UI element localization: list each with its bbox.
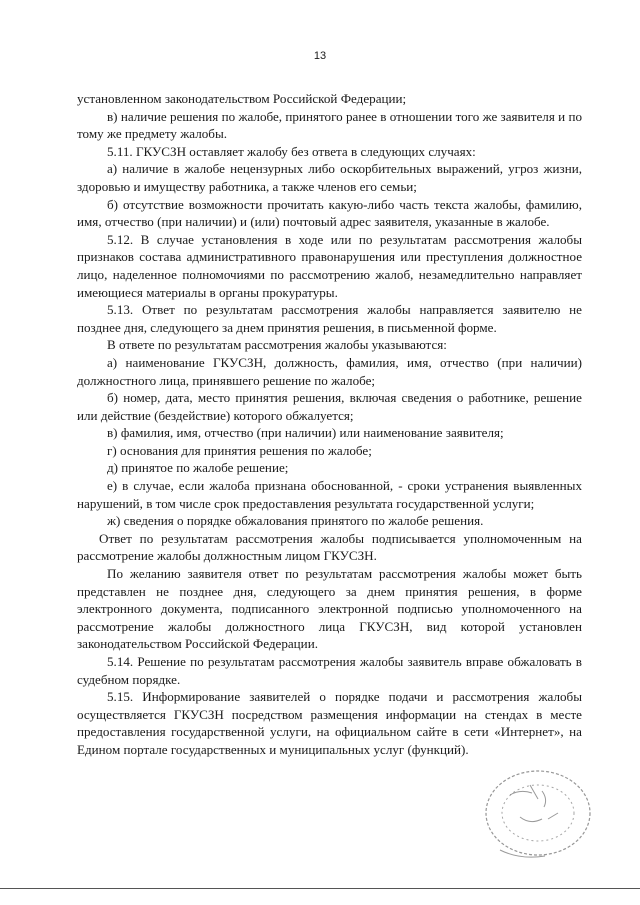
paragraph-13: е) в случае, если жалоба признана обоснованной, - сроки устранения выявленных нарушений, в том числе срок предоставления результата государственной услуги; bbox=[77, 478, 582, 511]
paragraph-6: 5.13. Ответ по результатам рассмотрения жалобы направляется заявителю не позднее дня, следующего за днем принятия решения, в письменной форме. bbox=[77, 302, 582, 335]
page-number: 13 bbox=[313, 50, 327, 62]
paragraph-0: установленном законодательством Российской Федерации; bbox=[77, 91, 407, 106]
paragraph-11: г) основания для принятия решения по жалобе; bbox=[107, 442, 372, 458]
paragraph-8: а) наименование ГКУСЗН, должность, фамилия, имя, отчество (при наличии) должностного лица, принявшего решение по жалобе; bbox=[77, 354, 582, 388]
paragraph-18: 5.15. Информирование заявителей о порядке подачи и рассмотрения жалобы осуществляется ГКУСЗН посредством размещения информации на стендах в месте предоставления государственной услуги, на официальном сайте в сети «Интернет», на Едином портале государственных и муниципальных услуг (функций). bbox=[77, 689, 582, 757]
paragraph-9: б) номер, дата, место принятия решения, включая сведения о работнике, решение или действие (бездействие) которого обжалуется; bbox=[77, 390, 582, 423]
paragraph-15: Ответ по результатам рассмотрения жалобы подписывается уполномоченным на рассмотрение жалобы должностным лицом ГКУСЗН. bbox=[77, 530, 582, 564]
paragraph-3: а) наличие в жалобе нецензурных либо оскорбительных выражений, угроз жизни, здоровью и имуществу работника, а также членов его семьи; bbox=[77, 161, 582, 194]
paragraph-12: д) принятое по жалобе решение; bbox=[107, 460, 289, 476]
bottom-rule bbox=[0, 888, 640, 889]
paragraph-1: в) наличие решения по жалобе, принятого ранее в отношении того же заявителя и по тому же предмету жалобы. bbox=[77, 108, 582, 142]
paragraph-17: 5.14. Решение по результатам рассмотрения жалобы заявитель вправе обжаловать в судебном порядке. bbox=[77, 654, 582, 687]
paragraph-10: в) фамилия, имя, отчество (при наличии) или наименование заявителя; bbox=[107, 425, 504, 441]
paragraph-5: 5.12. В случае установления в ходе или по результатам рассмотрения жалобы признаков состава административного правонарушения или преступления должностное лицо, наделенное полномочиями по рассмотрению жалоб, незамедлительно направляет имеющиеся материалы в органы прокуратуры. bbox=[77, 231, 582, 300]
paragraph-16: По желанию заявителя ответ по результатам рассмотрения жалобы может быть представлен не позднее дня, следующего за днем принятия решения, в форме электронного документа, подписанного электронной подписью уполномоченного на рассмотрение жалобы должностного лица ГКУСЗН, вид которой установлен законодательством Российской Федерации. bbox=[77, 566, 582, 652]
official-seal-stamp bbox=[470, 755, 600, 865]
paragraph-2: 5.11. ГКУСЗН оставляет жалобу без ответа в следующих случаях: bbox=[107, 143, 476, 159]
paragraph-4: б) отсутствие возможности прочитать какую-либо часть текста жалобы, фамилию, имя, отчество (при наличии) и (или) почтовый адрес заявителя, указанные в жалобе. bbox=[77, 196, 582, 230]
paragraph-7: В ответе по результатам рассмотрения жалобы указываются: bbox=[107, 337, 447, 353]
document-body bbox=[77, 90, 582, 759]
paragraph-14: ж) сведения о порядке обжалования принятого по жалобе решения. bbox=[107, 513, 484, 529]
